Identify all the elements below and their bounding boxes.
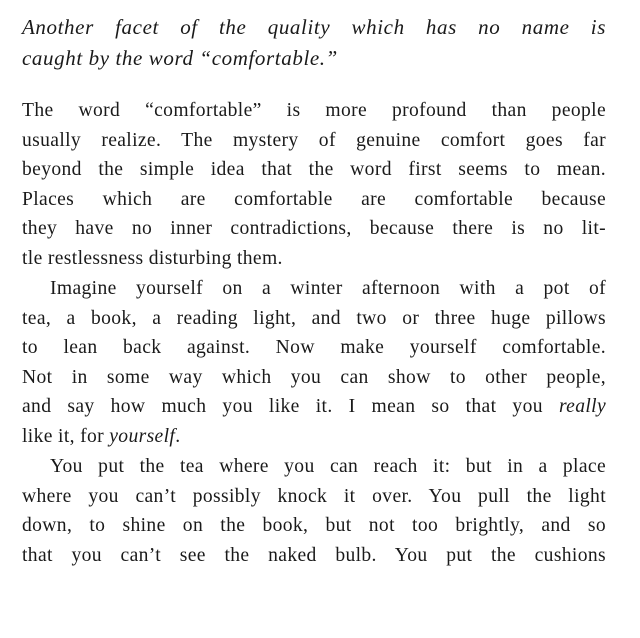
- paragraph-3: [22, 452, 606, 570]
- emphasis-really: really: [558, 396, 607, 417]
- p1-line-6: tle restlessness disturbing them.: [22, 247, 283, 269]
- p2-line-6: [22, 422, 606, 452]
- lead-line-2: caught by the word “comfortable.”: [22, 46, 338, 70]
- lead-line-1: Another facet of the quality which has no name is: [22, 15, 606, 39]
- p2-line-1: Imagine yourself on a winter afternoon with a pot of: [50, 278, 606, 299]
- p3-line-4: that you can’t see the naked bulb. You put the cushions: [22, 544, 606, 566]
- p2-line-5: [22, 392, 606, 422]
- p2-line-6-period: .: [175, 425, 181, 447]
- paragraph-1: [22, 96, 606, 273]
- p3-line-3: down, to shine on the book, but not too brightly, and so: [22, 515, 606, 536]
- document-page: [22, 12, 606, 570]
- p1-line-1: The word “comfortable” is more profound than people: [22, 100, 606, 121]
- p3-line-2: where you can’t possibly knock it over. You pull the light: [22, 485, 606, 507]
- p3-line-1: You put the tea where you can reach it: but in a place: [50, 456, 606, 477]
- italic-lead-paragraph: [22, 12, 606, 74]
- p2-line-5-text: and say how much you like it. I mean so that you: [22, 396, 543, 417]
- p2-line-4: Not in some way which you can show to other people,: [22, 366, 606, 388]
- p1-line-5: they have no inner contradictions, because there is no lit-: [22, 218, 606, 239]
- p2-line-3: to lean back against. Now make yourself comfortable.: [22, 337, 606, 358]
- p1-line-3: beyond the simple idea that the word first seems to mean.: [22, 159, 606, 180]
- p2-line-2: tea, a book, a reading light, and two or three huge pillows: [22, 307, 606, 329]
- paragraph-2: [22, 274, 606, 451]
- p1-line-4: Places which are comfortable are comfortable because: [22, 188, 606, 210]
- p1-line-2: usually realize. The mystery of genuine comfort goes far: [22, 129, 606, 151]
- p2-line-6-text: like it, for: [22, 425, 105, 447]
- emphasis-yourself: yourself: [109, 425, 176, 447]
